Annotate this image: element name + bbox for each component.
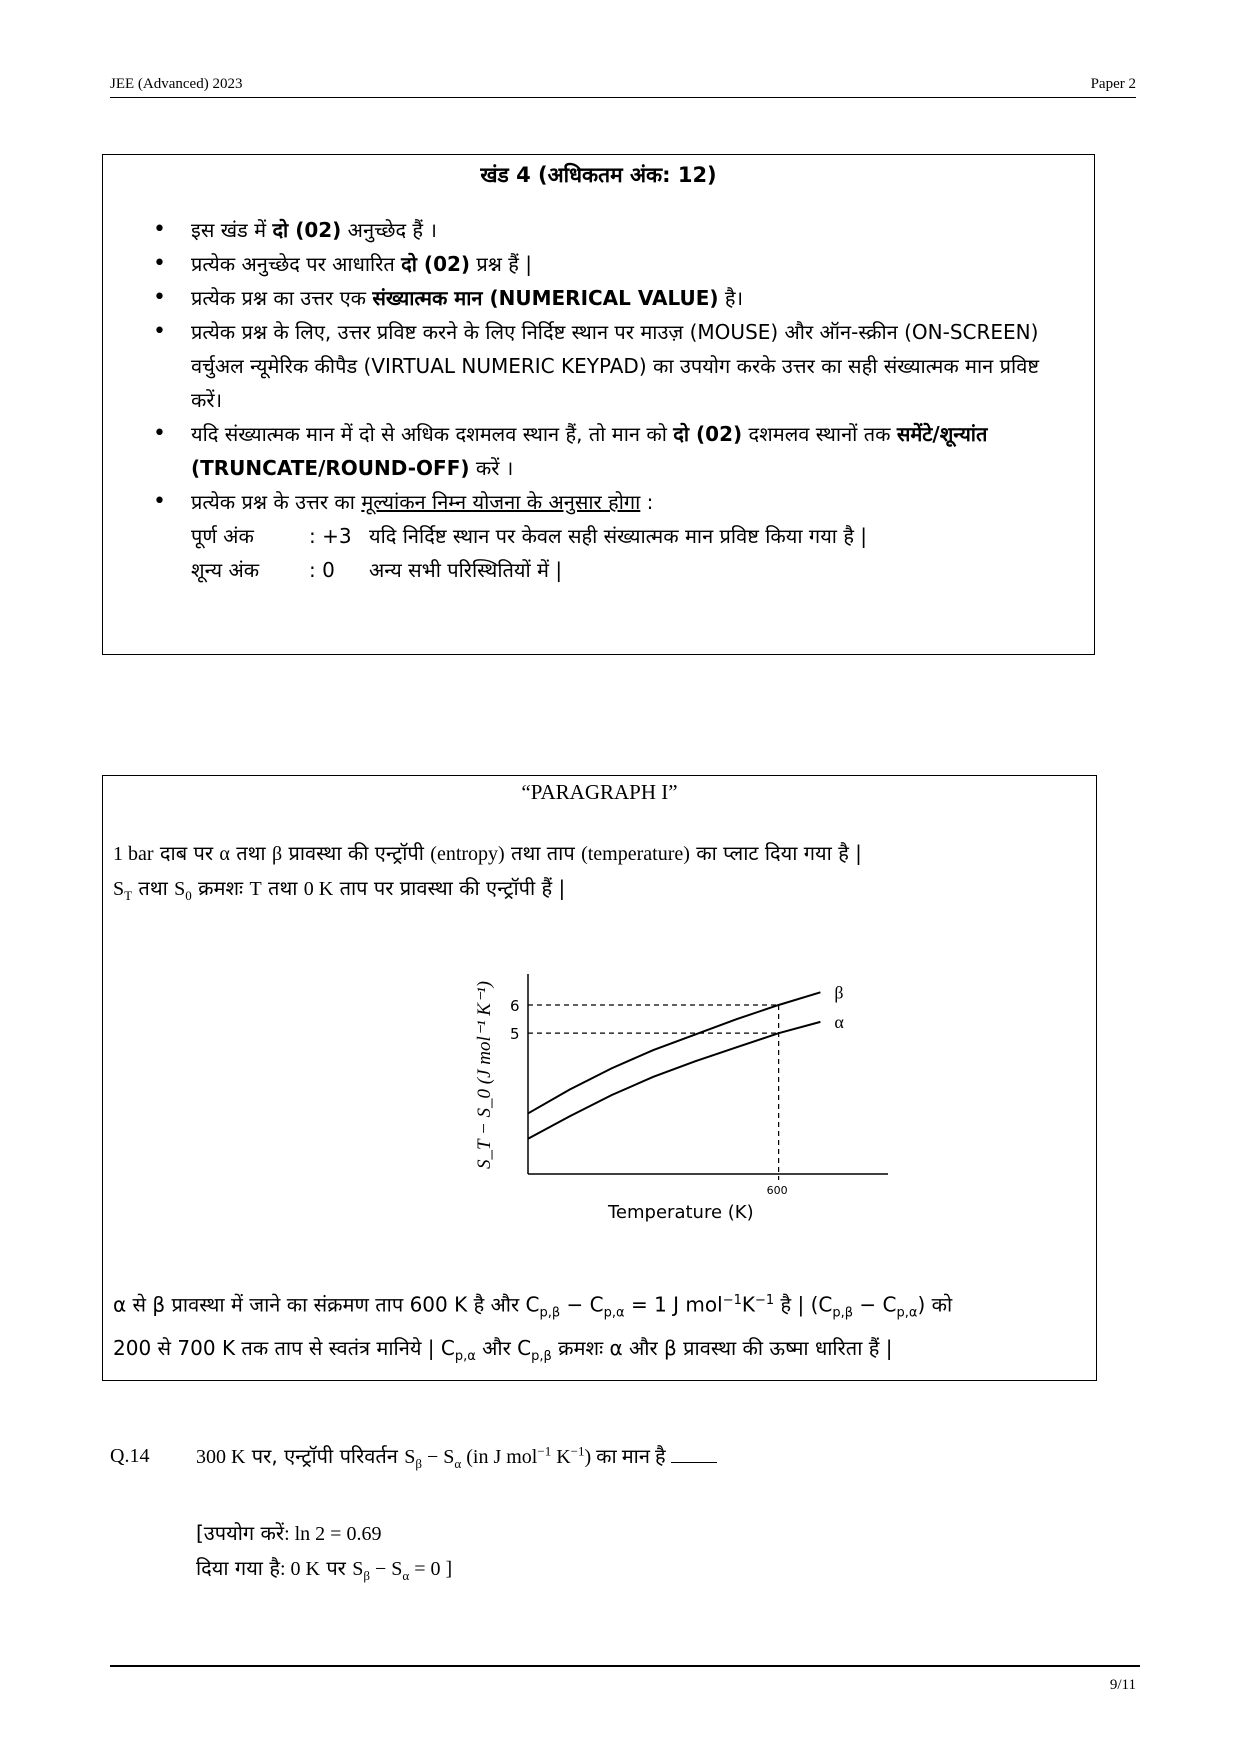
text-run: p,β: [832, 1305, 854, 1321]
instruction-text: है।: [718, 286, 744, 310]
text-run: α: [402, 1568, 410, 1583]
text-run: है | (C: [774, 1292, 833, 1317]
instruction-text: यदि संख्यात्मक मान में दो से अधिक दशमलव स्थान हैं, तो मान को: [191, 422, 674, 446]
page-number: 9/11: [1109, 1677, 1136, 1693]
series-line-beta: [528, 992, 820, 1113]
text-run: − S: [369, 1558, 403, 1580]
text-run: पर, एन्ट्रॉपी परिवर्तन: [245, 1444, 405, 1468]
instruction-text: अनुच्छेद हैं ।: [341, 218, 437, 242]
instruction-item: [153, 213, 1053, 247]
marking-row-zero: [191, 553, 1053, 587]
paragraph-box: [102, 775, 1097, 1381]
text-run: p,α: [896, 1305, 918, 1321]
text-run: p,α: [454, 1348, 476, 1364]
text-run: ताप पर प्रावस्था की एन्ट्रॉपी हैं |: [333, 876, 566, 900]
text-run: α से β प्रावस्था में जाने का संक्रमण ताप 600 K है और C: [113, 1292, 540, 1317]
text-run: p,β: [539, 1305, 561, 1321]
hint-line-1: [196, 1516, 452, 1551]
text-run: − S: [422, 1446, 455, 1468]
text-run: प्रावस्था की एन्ट्रॉपी: [282, 841, 431, 865]
text-run: (entropy): [430, 843, 505, 865]
text-run: ) को: [917, 1292, 953, 1317]
text-run: और C: [475, 1335, 532, 1360]
text-run: − C: [853, 1292, 897, 1317]
instruction-item: [153, 417, 1053, 485]
instruction-list: [153, 213, 1053, 587]
instruction-underlined: मूल्यांकन निम्न योजना के अनुसार होगा: [361, 490, 641, 514]
text-run: − C: [560, 1292, 604, 1317]
instruction-bold: संख्यात्मक मान (NUMERICAL VALUE): [372, 286, 719, 310]
text-run: p,α: [603, 1305, 625, 1321]
instruction-text: करें ।: [469, 456, 514, 480]
legend-label-alpha: α: [834, 1011, 844, 1032]
y-tick-label: 5: [510, 1025, 520, 1044]
paragraph-title: “PARAGRAPH I”: [521, 780, 678, 804]
text-run: क्रमशः: [191, 876, 250, 900]
text-run: तथा: [229, 841, 272, 865]
instruction-text: प्रत्येक प्रश्न का उत्तर एक: [191, 286, 373, 310]
instruction-text: प्रश्न हैं |: [470, 252, 533, 276]
text-run: −1: [537, 1443, 552, 1459]
instruction-bold: दो (02): [272, 218, 342, 242]
y-axis-title: S_T − S_0 (J mol⁻¹ K⁻¹): [474, 980, 495, 1169]
text-run: का प्लाट दिया गया है |: [689, 841, 862, 865]
text-run: : ln 2 = 0.69: [284, 1523, 382, 1545]
text-run: 0: [185, 888, 192, 903]
instruction-text: दशमलव स्थानों तक: [742, 422, 897, 446]
paragraph-intro: [113, 836, 1083, 913]
text-run: T: [249, 878, 262, 900]
text-run: S: [352, 1558, 364, 1580]
text-run: दिया गया है: [196, 1556, 280, 1580]
marking-marks: : 0: [309, 558, 335, 582]
instruction-item: [153, 247, 1053, 281]
paragraph-line-3: [113, 1284, 1083, 1331]
header-paper-label: Paper 2: [1090, 76, 1136, 92]
series-line-alpha: [528, 1022, 820, 1139]
paragraph-details: [113, 1284, 1083, 1374]
text-run: तथा: [261, 876, 304, 900]
hint-line-2: [196, 1551, 452, 1593]
text-run: 300 K: [196, 1446, 246, 1468]
text-run: −1: [722, 1293, 742, 1308]
text-run: : 0 K: [279, 1558, 320, 1580]
marking-row-full: [191, 519, 1053, 553]
instruction-text: :: [640, 490, 654, 514]
text-run: [उपयोग करें: [196, 1521, 285, 1545]
text-run: α: [219, 843, 230, 865]
answer-blank: [671, 1444, 717, 1463]
marking-text: यदि निर्दिष्ट स्थान पर केवल सही संख्यात्मक मान प्रविष्ट किया गया है |: [369, 524, 868, 548]
text-run: S: [113, 878, 125, 900]
instruction-item: [153, 315, 1053, 417]
text-run: −1: [570, 1443, 585, 1459]
question-hint: [196, 1516, 452, 1593]
legend-label-beta: β: [834, 982, 844, 1003]
text-run: S: [174, 878, 186, 900]
text-run: K: [741, 1292, 755, 1317]
text-run: (temperature): [581, 843, 690, 865]
text-run: β: [271, 843, 283, 865]
text-run: p,β: [531, 1348, 552, 1364]
paragraph-line-2: [113, 871, 1083, 913]
marking-text: अन्य सभी परिस्थितियों में |: [369, 558, 563, 582]
x-tick-label: 600: [766, 1184, 788, 1197]
x-axis-title: Temperature (K): [608, 1202, 754, 1223]
instruction-text: प्रत्येक प्रश्न के उत्तर का: [191, 490, 362, 514]
text-run: α: [454, 1456, 462, 1471]
paragraph-line-1: [113, 836, 1083, 871]
marking-label: पूर्ण अंक: [191, 524, 254, 548]
text-run: β: [363, 1568, 370, 1583]
text-run: β: [415, 1456, 423, 1471]
instruction-bold: दो (02): [673, 422, 743, 446]
text-run: पर: [319, 1556, 353, 1580]
section-instructions-box: [102, 154, 1095, 655]
text-run: (in J mol: [461, 1446, 538, 1468]
footer-divider: [110, 1665, 1140, 1667]
question-number: Q.14: [110, 1445, 150, 1467]
marking-marks: : +3: [309, 524, 352, 548]
text-run: तथा ताप: [504, 841, 582, 865]
text-run: −1: [755, 1293, 775, 1308]
header-exam-title: JEE (Advanced) 2023: [110, 76, 243, 92]
instruction-item: [153, 281, 1053, 315]
text-run: = 1 J mol: [624, 1292, 723, 1317]
header-divider: [110, 97, 1136, 98]
y-tick-label: 6: [510, 996, 520, 1015]
question-text: [196, 1442, 717, 1472]
instruction-text: प्रत्येक प्रश्न के लिए, उत्तर प्रविष्ट करने के लिए निर्दिष्ट स्थान पर माउज़ (MOUSE) और ऑन-स्क्रीन (ON-SCREEN) वर्चुअल न्यूमेरिक कीपैड (VIRTUAL NUMERIC KEYPAD) का उपयोग करके उत्तर का सही संख्यात्मक मान प्रविष्ट करें।: [191, 320, 1039, 412]
text-run: T: [124, 888, 133, 903]
text-run: क्रमशः α और β प्रावस्था की ऊष्मा धारिता हैं |: [551, 1335, 893, 1360]
text-run: 0 K: [303, 878, 334, 900]
entropy-temperature-chart: [353, 951, 913, 1223]
paragraph-line-4: [113, 1331, 1083, 1374]
instruction-bold: दो (02): [401, 252, 471, 276]
text-run: 200 से 700 K तक ताप से स्वतंत्र मानिये | C: [113, 1335, 455, 1360]
instruction-text: प्रत्येक अनुच्छेद पर आधारित: [191, 252, 402, 276]
instruction-item: [153, 485, 1053, 587]
text-run: S: [404, 1446, 416, 1468]
text-run: तथा: [132, 876, 175, 900]
text-run: दाब पर: [153, 841, 220, 865]
text-run: 1 bar: [113, 843, 154, 865]
text-run: K: [551, 1446, 571, 1468]
text-run: ) का मान है: [584, 1446, 671, 1468]
marking-label: शून्य अंक: [191, 558, 260, 582]
instruction-bold: समेंटे/शून्यांत (TRUNCATE/ROUND-OFF): [191, 422, 988, 480]
section-title: खंड 4 (अधिकतम अंक: 12): [480, 163, 717, 187]
instruction-text: इस खंड में: [191, 218, 273, 242]
text-run: = 0 ]: [409, 1558, 453, 1580]
